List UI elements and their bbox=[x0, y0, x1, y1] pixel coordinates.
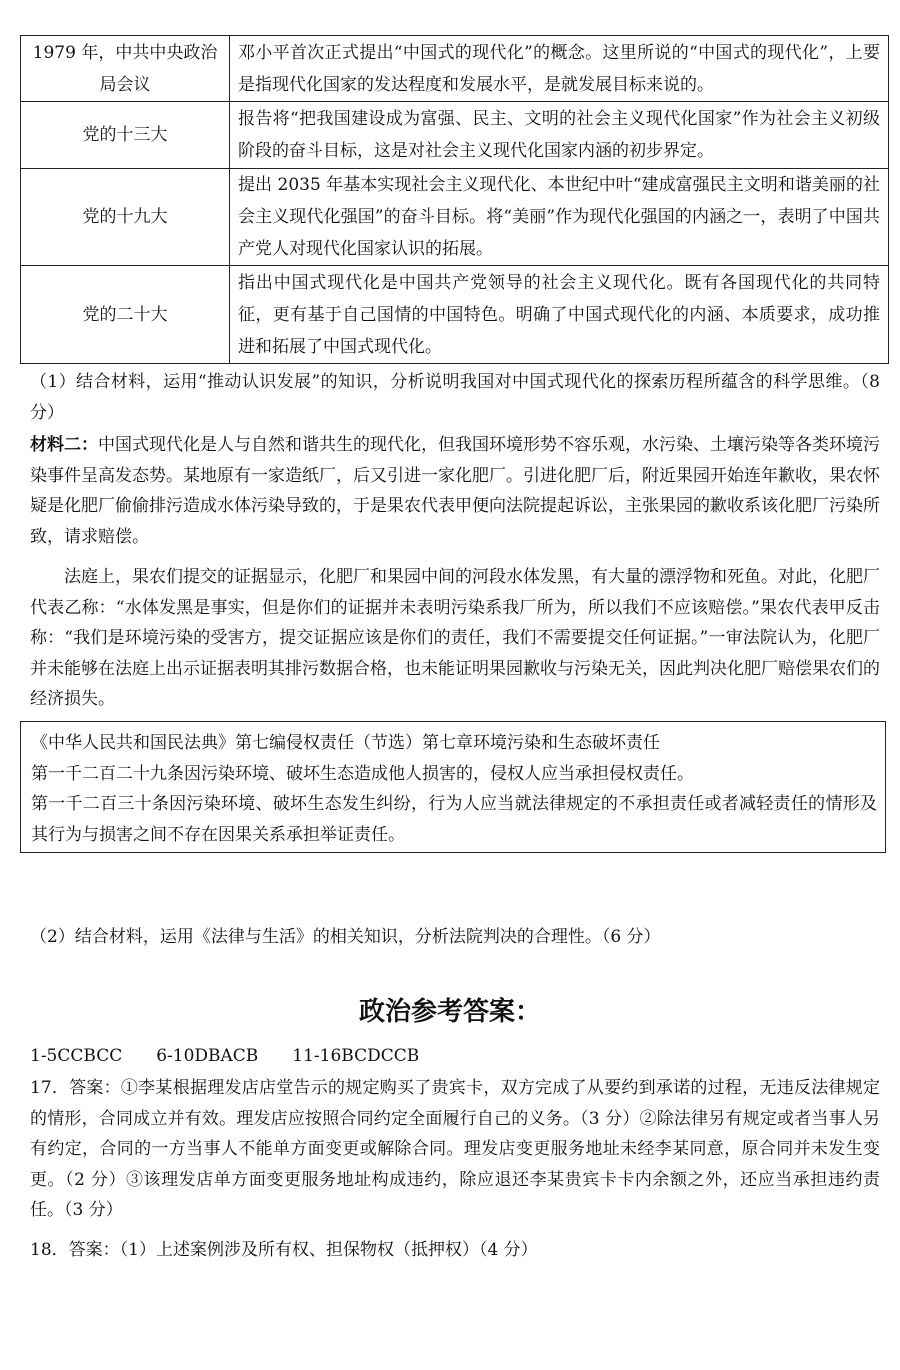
question-1: （1）结合材料，运用“推动认识发展”的知识，分析说明我国对中国式现代化的探索历程所蕴含的科学思维。（8 分） bbox=[30, 372, 880, 423]
answer-section-title: 政治参考答案： bbox=[358, 997, 541, 1027]
civil-code-title: 《中华人民共和国民法典》第七编侵权责任（节选）第七章环境污染和生态破坏责任 bbox=[31, 733, 660, 753]
multiple-choice-answers: 1-5CCBCC 6-10DBACB 11-16BCDCCB bbox=[30, 1046, 420, 1066]
article-1230: 第一千二百三十条因污染环境、破坏生态发生纠纷，行为人应当就法律规定的不承担责任或者减轻责任的情形及其行为与损害之间不存在因果关系承担举证责任。 bbox=[31, 794, 877, 845]
material-2-paragraph-2: 法庭上，果农们提交的证据显示，化肥厂和果园中间的河段水体发黑，有大量的漂浮物和死鱼。对此，化肥厂代表乙称：“水体发黑是事实，但是你们的证据并未表明污染系我厂所为，所以我们不应该赔偿。”果农代表甲反击称：“我们是环境污染的受害方，提交证据应该是你们的责任，我们不需要提交任何证据。”一审法院认为，化肥厂并未能够在法庭上出示证据表明其排污数据合格，也未能证明果园歉收与污染无关，因此判决化肥厂赔偿果农们的经济损失。 bbox=[30, 567, 880, 709]
table-event-cell: 1979 年，中共中央政治局会议 bbox=[21, 36, 230, 102]
table-row bbox=[21, 169, 889, 266]
table-desc-cell: 提出 2035 年基本实现社会主义现代化、本世纪中叶“建成富强民主文明和谐美丽的社会主义现代化强国”的奋斗目标。将“美丽”作为现代化强国的内涵之一，表明了中国共产党人对现代化国家认识的拓展。 bbox=[230, 169, 889, 266]
history-table bbox=[20, 35, 889, 364]
table-row bbox=[21, 102, 889, 169]
table-row bbox=[21, 36, 889, 102]
article-1229: 第一千二百二十九条因污染环境、破坏生态造成他人损害的，侵权人应当承担侵权责任。 bbox=[31, 763, 694, 784]
answer-18: 18．答案：（1）上述案例涉及所有权、担保物权（抵押权）（4 分） bbox=[30, 1240, 538, 1260]
table-event-cell: 党的二十大 bbox=[21, 266, 230, 364]
table-event-cell: 党的十九大 bbox=[21, 169, 230, 266]
material-2-paragraph-1 bbox=[30, 430, 880, 552]
table-row bbox=[21, 266, 889, 364]
civil-code-excerpt-box bbox=[20, 721, 886, 853]
answer-17: 17．答案：①李某根据理发店店堂告示的规定购买了贵宾卡，双方完成了从要约到承诺的过程，无违反法律规定的情形，合同成立并有效。理发店应按照合同约定全面履行自己的义务。（3 分）②除法律另有规定或者当事人另有约定，合同的一方当事人不能单方面变更或解除合同。理发店变更服务地址未经李某同意，原合同并未发生变更。（2 分）③该理发店单方面变更服务地址构成违约，除应退还李某贵宾卡卡内余额之外，还应当承担违约责任。（3 分） bbox=[30, 1078, 880, 1220]
question-2: （2）结合材料，运用《法律与生活》的相关知识，分析法院判决的合理性。（6 分） bbox=[30, 927, 661, 947]
table-desc-cell: 指出中国式现代化是中国共产党领导的社会主义现代化。既有各国现代化的共同特征，更有基于自己国情的中国特色。明确了中国式现代化的内涵、本质要求，成功推进和拓展了中国式现代化。 bbox=[230, 266, 889, 364]
table-desc-cell: 报告将“把我国建设成为富强、民主、文明的社会主义现代化国家”作为社会主义初级阶段的奋斗目标，这是对社会主义现代化国家内涵的初步界定。 bbox=[230, 102, 889, 169]
table-desc-cell: 邓小平首次正式提出“中国式的现代化”的概念。这里所说的“中国式的现代化”，上要是指现代化国家的发达程度和发展水平，是就发展目标来说的。 bbox=[230, 36, 889, 102]
material-2-text-1: 中国式现代化是人与自然和谐共生的现代化，但我国环境形势不容乐观，水污染、土壤污染等各类环境污染事件呈高发态势。某地原有一家造纸厂，后又引进一家化肥厂。引进化肥厂后，附近果园开始连年歉收，果农怀疑是化肥厂偷偷排污造成水体污染导致的，于是果农代表甲便向法院提起诉讼，主张果园的歉收系该化肥厂污染所致，请求赔偿。 bbox=[30, 435, 880, 547]
table-event-cell: 党的十三大 bbox=[21, 102, 230, 169]
material-2-label: 材料二： bbox=[30, 435, 98, 455]
